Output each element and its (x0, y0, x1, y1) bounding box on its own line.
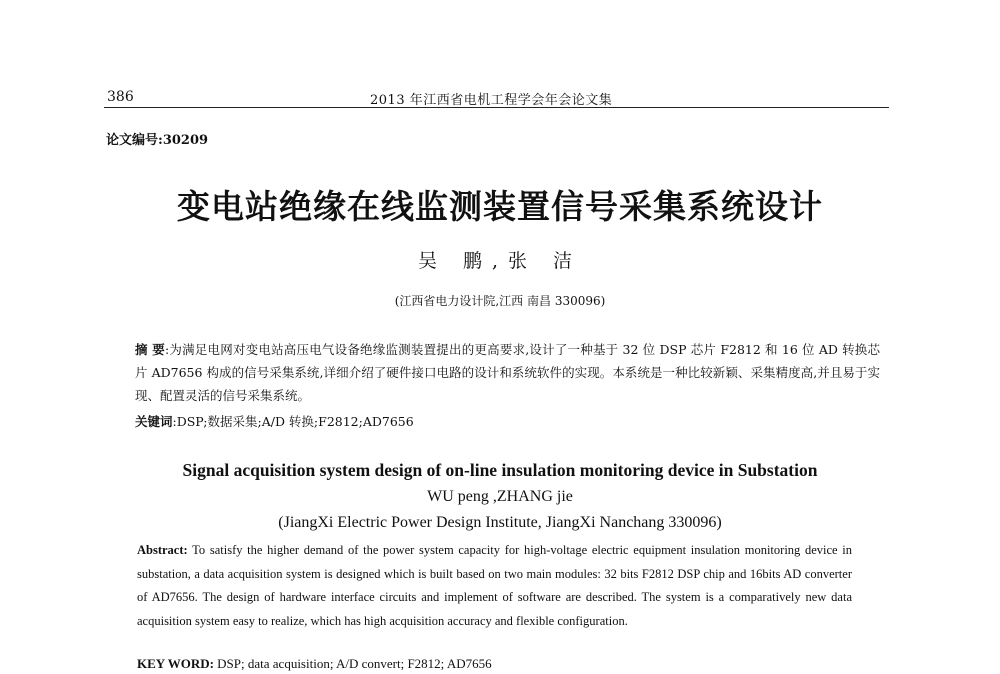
running-header: 2013 年江西省电机工程学会年会论文集 (370, 93, 613, 108)
keywords-chinese (135, 410, 880, 433)
affiliation-chinese: (江西省电力设计院,江西 南昌 330096) (394, 294, 606, 308)
title-chinese: 变电站绝缘在线监测装置信号采集系统设计 (177, 187, 823, 226)
page-number: 386 (107, 89, 134, 105)
title-english: Signal acquisition system design of on-line insulation monitoring device in Substation (182, 460, 818, 480)
keywords-english-text: DSP; data acquisition; A/D convert; F2812; AD7656 (213, 656, 492, 671)
header-rule (104, 107, 889, 108)
paper-number-label: 论文编号 (106, 133, 159, 148)
abstract-chinese (135, 338, 880, 407)
keywords-chinese-text: :DSP;数据采集;A/D 转换;F2812;AD7656 (172, 414, 414, 429)
authors-english: WU peng ,ZHANG jie (427, 488, 573, 505)
keywords-chinese-label: 关键词 (135, 414, 173, 429)
abstract-english-label: Abstract: (137, 543, 188, 557)
abstract-english-text: To satisfy the higher demand of the power system capacity for high-voltage electric equipment insulation monitoring device in substation, a data acquisition system is designed which is built based on two main modules: 32 bits F2812 DSP chip and 16bits AD converter of AD7656. The design of hardware interface circuits and implement of software are described. The system is a comparatively new data acquisition system easy to realize, which has high acquisition accuracy and flexible configuration. (137, 543, 852, 628)
paper-number-value: :30209 (158, 133, 209, 148)
authors-chinese: 吴 鹏,张 洁 (417, 250, 583, 272)
keywords-english-label: KEY WORD: (137, 656, 214, 671)
abstract-chinese-text: :为满足电网对变电站高压电气设备绝缘监测装置提出的更高要求,设计了一种基于 32 位 DSP 芯片 F2812 和 16 位 AD 转换芯片 AD7656 构成的信号采集系统,详细介绍了硬件接口电路的设计和系统软件的实现。本系统是一种比较新颖、采集精度高,并且易于实现、配置灵活的信号采集系统。 (135, 342, 880, 403)
paper-number (106, 129, 208, 148)
abstract-chinese-label: 摘 要 (135, 342, 165, 357)
affiliation-english: (JiangXi Electric Power Design Institute, JiangXi Nanchang 330096) (278, 514, 722, 531)
abstract-english (137, 539, 852, 633)
keywords-english (137, 654, 852, 674)
